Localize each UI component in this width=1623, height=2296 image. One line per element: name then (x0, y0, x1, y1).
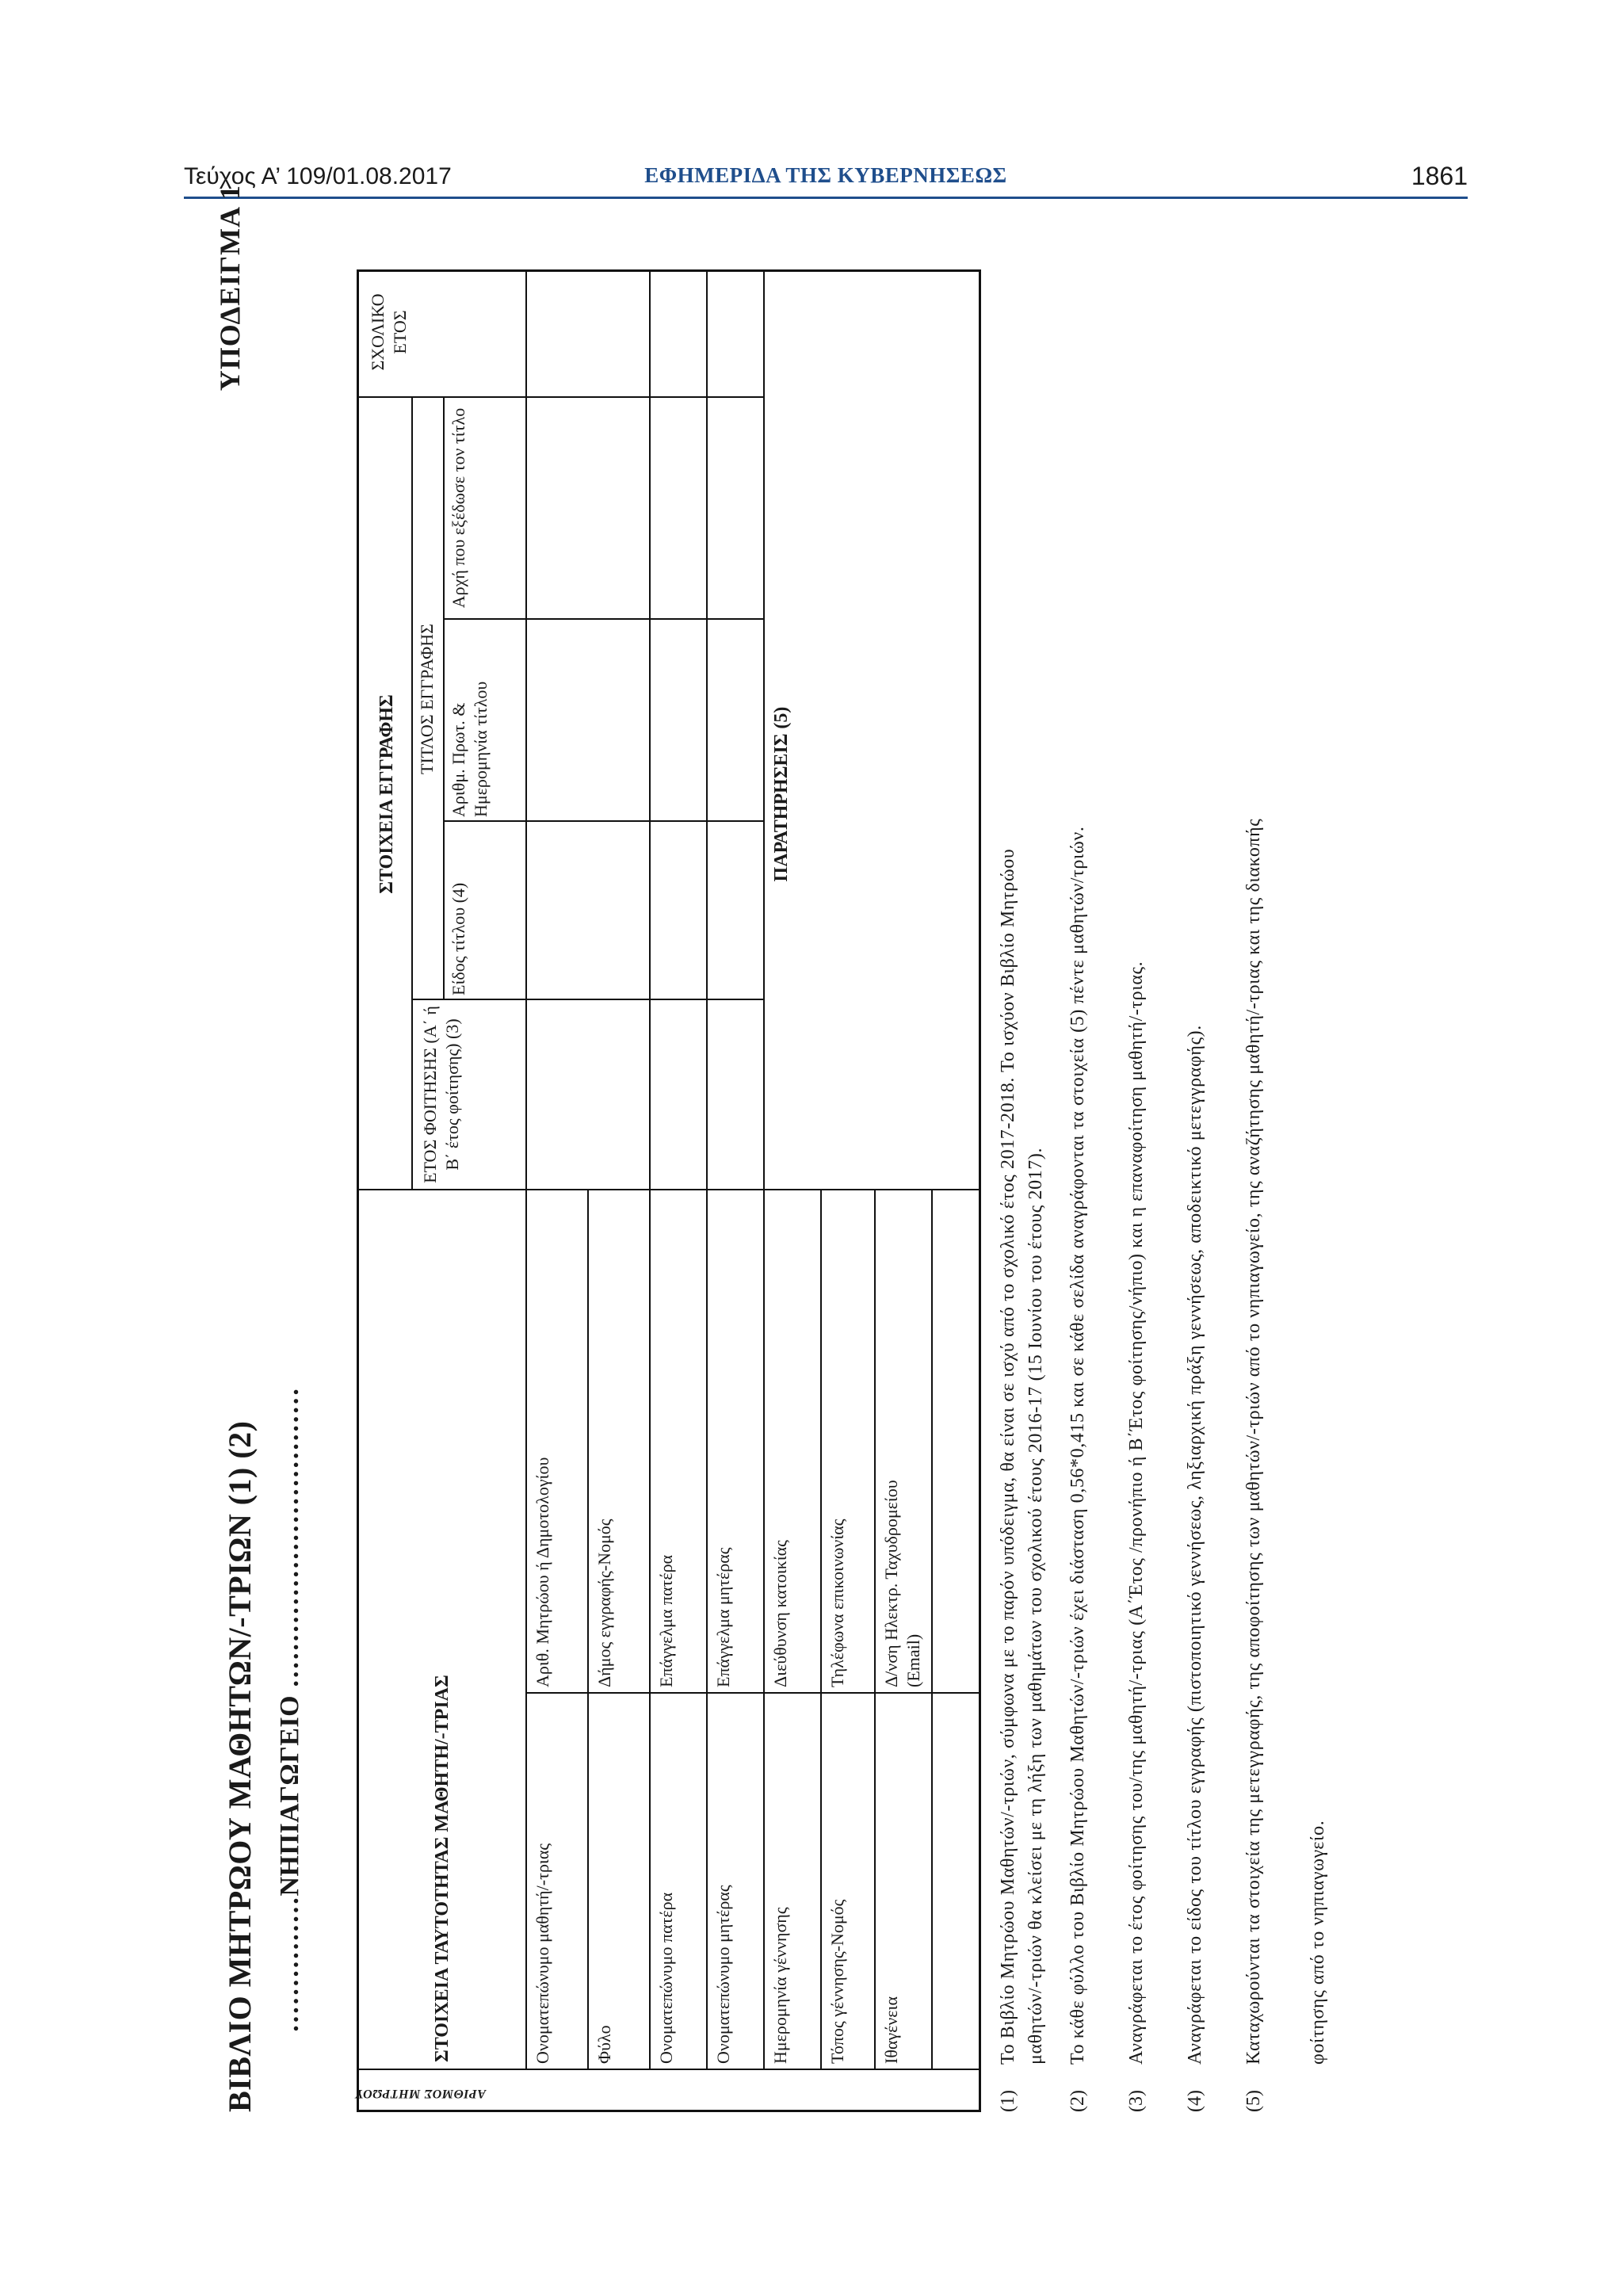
title-header-rule (443, 398, 445, 1000)
footnote-text: Αναγράφεται το έτος φοίτησης του/της μαθητή/-τριας (Α΄Έτος /προνήπιο ή Β΄Έτος φοίτησης/νήπιο) και η επαναφοίτηση μαθητή/-τριας. (1126, 961, 1147, 2065)
row-rule (649, 1190, 651, 2070)
school-year-header: ΣΧΟΛΙΚΟ ΕΤΟΣ (368, 293, 410, 371)
enroll-col-line (525, 820, 763, 822)
title-sub-line-2 (443, 618, 525, 620)
label-birth-place: Τόπος γέννησης-Νομός (827, 1899, 847, 2064)
journal-name: ΕΦΗΜΕΡΙΔΑ ΤΗΣ ΚΥΒΕΡΝΗΣΕΩΣ (644, 163, 1007, 187)
footnote-text (995, 234, 1050, 2065)
rotated-form (210, 178, 1415, 2112)
section-divider (359, 1189, 979, 1190)
enrollment-header: ΣΤΟΙΧΕΙΑ ΕΓΓΡΑΦΗΣ (376, 694, 397, 894)
row-rule (587, 1190, 589, 2070)
label-birth-date: Ημερομηνία γέννησης (770, 1907, 790, 2064)
issuing-authority: Αρχή που εξέδωσε τον τίτλο (449, 407, 468, 609)
label-registry-no: Αριθ. Μητρώου ή Δημοτολογίου (533, 1457, 552, 1687)
registry-table (357, 269, 981, 2112)
row-rule (874, 1190, 876, 2070)
footnote-text (1240, 234, 1332, 2065)
label-gender: Φύλο (594, 2025, 614, 2064)
label-mother-occupation: Επάγγελμα μητέρας (713, 1547, 733, 1687)
school-year-line (359, 396, 525, 398)
label-municipality: Δήμος εγγραφής-Νομός (594, 1519, 614, 1687)
footnote-line: φοίτησης από το νηπιαγωγείο. (1307, 1820, 1328, 2065)
document-title: ΒΙΒΛΙΟ ΜΗΤΡΩΟΥ ΜΑΘΗΤΩΝ/-ΤΡΙΩΝ (1) (2) (222, 1420, 258, 2112)
footnote-number: (2) (1067, 2090, 1088, 2112)
registry-col-line (359, 2069, 979, 2070)
label-father-name: Ονοματεπώνυμο πατέρα (656, 1892, 676, 2064)
footnote-number: (4) (1185, 2090, 1205, 2112)
attendance-year-header: ΕΤΟΣ ΦΟΙΤΗΣΗΣ (Α΄ ή Β΄ έτος φοίτησης) (3) (420, 1006, 462, 1183)
label-mother-name: Ονοματεπώνυμο μητέρας (713, 1885, 733, 2064)
issue-reference: Τεύχος Α’ 109/01.08.2017 (184, 163, 452, 189)
footnote-number: (5) (1243, 2090, 1264, 2112)
footnote-text: Το κάθε φύλλο του Βιβλίο Μητρώου Μαθητών/-τριών έχει διάσταση 0,56*0,415 και σε κάθε σελίδα αναγράφονται τα στοιχεία (5) πέντε μαθητών/τριών. (1067, 826, 1088, 2065)
enrollment-header-rule (411, 398, 413, 1190)
enroll-row-rule (649, 271, 651, 1190)
label-phones: Τηλέφωνα επικοινωνίας (827, 1519, 847, 1687)
row-rule (706, 1190, 708, 2070)
label-father-occupation: Επάγγελμα πατέρα (656, 1554, 676, 1687)
page-number: 1861 (1411, 162, 1468, 190)
enroll-row-rule (706, 271, 708, 1190)
title-header: ΤΙΤΛΟΣ ΕΓΓΡΑΦΗΣ (417, 624, 437, 774)
label-student-name: Ονοματεπώνυμο μαθητή/-τριας (533, 1843, 552, 2064)
identity-header: ΣΤΟΙΧΕΙΑ ΤΑΥΤΟΤΗΤΑΣ ΜΑΘΗΤΗ/-ΤΡΙΑΣ (432, 1675, 453, 2062)
footnote-number: (3) (1126, 2090, 1147, 2112)
footnote-number: (1) (998, 2090, 1018, 2112)
registry-number-label: ΑΡΙΘΜΟΣ ΜΗΤΡΩΟΥ (355, 2087, 486, 2100)
label-email: Δ/νση Ηλεκτρ. Ταχυδρομείου (Email) (881, 1480, 923, 1687)
footnote-text: Αναγράφεται το είδος του τίτλου εγγραφής (πιστοποιητικό γεννήσεως, ληξιαρχική πράξη γεννήσεως, αποδεικτικό μετεγγραφής). (1185, 1025, 1205, 2065)
row-rule (931, 1190, 933, 2070)
example-label: ΥΠΟΔΕΙΓΜΑ 1 (214, 185, 246, 392)
title-number-date: Αριθμ. Πρωτ. & Ημερομηνία τίτλου (449, 681, 491, 817)
label-address: Διεύθυνση κατοικίας (770, 1540, 790, 1687)
title-type: Είδος τίτλου (4) (449, 882, 468, 995)
enroll-col-line (525, 999, 763, 1000)
remarks-rule (763, 271, 765, 1190)
title-sub-line-1 (443, 820, 525, 822)
label-nationality: Ιθαγένεια (881, 1996, 901, 2064)
enroll-col-line (525, 618, 763, 620)
header-rule-1 (525, 271, 527, 2070)
school-line: ……………ΝΗΠΙΑΓΩΓΕΙΟ …………………………… (275, 1387, 304, 2033)
enroll-col-line (525, 396, 763, 398)
row-rule (820, 1190, 822, 2070)
remarks-header: ΠΑΡΑΤΗΡΗΣΕΙΣ (5) (771, 706, 792, 882)
footnote-line: μαθητών/-τριών θα κλείσει με τη λήξη των μαθημάτων του σχολικού έτους 2016-17 (15 Ιουνίου του έτους 2017). (1025, 1147, 1046, 2065)
footnote-line: Το Βιβλίο Μητρώου Μαθητών/-τριών, σύμφωνα με το παρόν υπόδειγμα, θα είναι σε ισχύ από το σχολικό έτος 2017-2018. Το ισχύον Βιβλίο Μητρώου (998, 848, 1018, 2065)
footnote-line: Καταχωρούνται τα στοιχεία της μετεγγραφής, της αποφοίτησης των μαθητών/-τριών από το νηπιαγωγείο, της αναζήτησης μαθητή/-τριας και της διακοπής (1243, 818, 1264, 2065)
row-rule (763, 1190, 765, 2070)
identity-mid-line (525, 1692, 979, 1694)
